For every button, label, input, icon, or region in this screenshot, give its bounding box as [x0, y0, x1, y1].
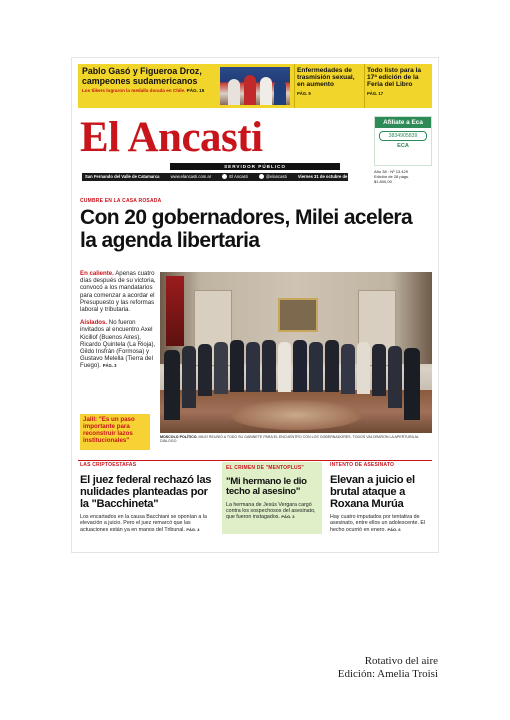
story-murua-page: PÁG. 6: [387, 526, 401, 532]
section-divider: [78, 460, 432, 461]
teaser-sports-page: PÁG. 15: [186, 88, 205, 94]
issue-price: $1.800,00: [374, 179, 392, 184]
issue-pages: Edición de 28 págs.: [374, 174, 410, 179]
caption-lead: MOSCOLO POLÍTICO.: [160, 435, 198, 439]
affiliate-title: Afiliate a Eca: [375, 117, 431, 128]
jalil-quote: Jalil: "Es un paso importante para reconstruir lazos institucionales": [83, 416, 135, 444]
story-murua-kicker: INTENTO DE ASESINATO: [330, 462, 395, 468]
affiliate-logo: ECA: [397, 143, 409, 150]
masthead-info-bar: [82, 173, 348, 187]
main-summary: [80, 270, 156, 376]
affiliate-box[interactable]: [374, 116, 432, 166]
story-crypto-text: Los encartados en la causa Bacchiani se oponían a la elevación a juicio. Pero el juez remarcó que las actuaciones están ya en manos del Tribunal.: [80, 514, 207, 533]
story-murua-headline: Elevan a juicio el brutal ataque a Roxana Murúa: [330, 474, 415, 510]
story-murua-text: Hay cuatro imputados por tentativa de asesinato, entre ellos un adolescente. El hecho ocurrió en enero.: [330, 514, 426, 533]
teaser-health-headline: Enfermedades de trasmisión sexual, en aumento: [297, 67, 355, 89]
teaser-sports-sub: Los tiikers lograron la medalla dorada en Chile.: [82, 88, 186, 94]
story-crypto-page: PÁG. 4: [186, 526, 200, 532]
credit-block: [338, 655, 438, 681]
story-crime-kicker: EL CRIMEN DE "MENTOPLUS": [226, 465, 304, 471]
teaser-health[interactable]: [294, 64, 362, 108]
teaser-bookfair-headline: Todo listo para la 17ª edición de la Feria del Libro: [367, 67, 422, 89]
affiliate-number: 3834905839: [379, 131, 427, 141]
newspaper-cover: [72, 58, 438, 552]
credit-program: Rotativo del aire: [364, 655, 438, 667]
masthead-social2: @elancasti: [265, 174, 287, 179]
story-crypto-headline: El juez federal rechazó las nulidades planteadas por la "Bacchineta": [80, 474, 212, 510]
masthead-website[interactable]: www.elancasti.com.ar: [170, 174, 212, 179]
masthead-place: San Fernando del Valle de Catamarca: [85, 174, 160, 179]
masthead-date: Viernes 31 de octubre de 2025: [85, 174, 348, 187]
teaser-health-page: PÁG. 9: [297, 90, 311, 96]
summary-lead-2: Aislados.: [80, 319, 108, 327]
main-headline[interactable]: Con 20 gobernadores, Milei acelera la agenda libertaria: [80, 206, 413, 252]
teaser-sports[interactable]: [78, 64, 216, 108]
caption-text: MILEI REUNIÓ A TODO SU GABINETE PARA EL ENCUENTRO CON LOS GOBERNADORES. TODOS VALORARON LA APERTURA AL DIÁLOGO.: [160, 435, 419, 444]
masthead-social1: El Ancasti: [229, 174, 248, 179]
teaser-bookfair[interactable]: [364, 64, 432, 108]
story-crime-page: PÁG. 3: [281, 514, 295, 520]
story-murua[interactable]: [330, 462, 432, 533]
teaser-sports-headline: Pablo Gasó y Figueroa Droz, campeones sudamericanos: [82, 66, 202, 86]
summary-text-1: Apenas cuatro días después de su victoria, convocó a los mandatarios para comenzar a acordar el Presupuesto y las reformas laboral y tributaria.: [80, 270, 156, 314]
instagram-icon: [259, 174, 264, 179]
summary-text-2: No fueron invitados al encuentro Axel Kicillof (Buenos Aires), Ricardo Quintela (La Rioja), Gildo Insfrán (Formosa) y Gustavo Melella (Tierra del Fuego).: [80, 319, 156, 370]
story-crime-headline: "Mi hermano le dio techo al asesino": [226, 476, 307, 498]
story-crime-text: La hermana de Jesús Vergara cargó contra los sospechosos del asesinato, que fueron instagados.: [226, 501, 316, 521]
issue-number: Año 38 · Nº 13.429: [374, 169, 408, 174]
masthead: [78, 114, 432, 186]
main-photo: [160, 272, 432, 433]
main-kicker: CUMBRE EN LA CASA ROSADA: [80, 198, 162, 204]
story-crypto-kicker: LAS CRIPTOESTAFAS: [80, 462, 137, 468]
masthead-phone: 3834 378001: [112, 182, 137, 187]
jalil-quote-box[interactable]: [80, 414, 150, 450]
issue-info: [374, 169, 432, 184]
newspaper-logo: El Ancasti: [80, 114, 263, 161]
summary-lead-1: En caliente.: [80, 270, 114, 277]
story-crypto[interactable]: [80, 462, 216, 533]
teaser-bookfair-page: PÁG. 17: [367, 90, 384, 96]
credit-editor: Edición: Amelia Troisi: [337, 668, 438, 680]
top-teaser-bar: [78, 64, 432, 108]
masthead-tagline: SERVIDOR PÚBLICO: [170, 163, 340, 170]
summary-page: PÁG. 3: [102, 363, 117, 369]
photo-caption: [160, 435, 432, 444]
story-crime[interactable]: [222, 462, 322, 534]
phone-icon: [106, 182, 111, 187]
teaser-sports-photo: [220, 67, 290, 105]
facebook-icon: [222, 174, 227, 179]
